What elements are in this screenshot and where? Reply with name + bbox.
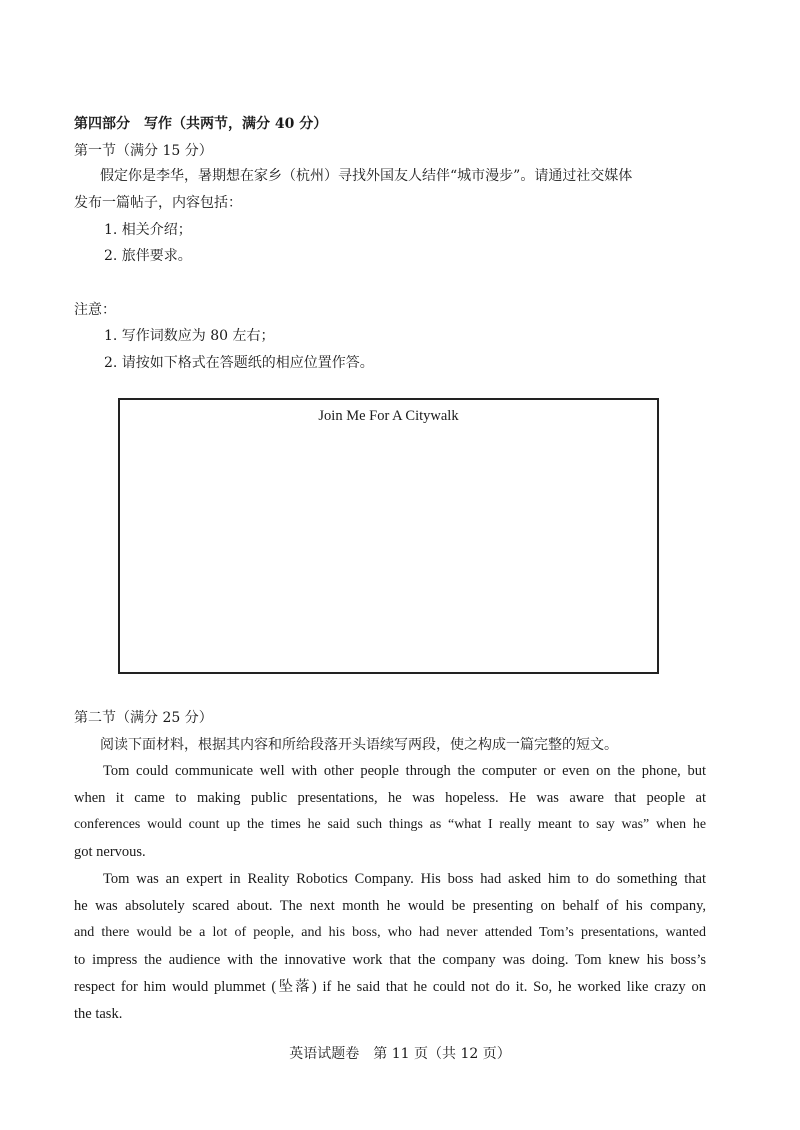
para1-line: when it came to making public presentations, he was hopeless. He was aware that people at (74, 790, 706, 806)
section1-prompt-line2: 发布一篇帖子，内容包括： (74, 195, 242, 211)
section1-item: 1. 相关介绍； (104, 222, 192, 238)
section1-heading: 第一节（满分 15 分） (74, 143, 213, 159)
para2-line: the task. (74, 1006, 123, 1022)
part-heading: 第四部分 写作（共两节，满分 40 分） (74, 116, 328, 132)
para1-line: conferences would count up the times he said such things as “what I really meant to say was” when he (74, 817, 706, 832)
page-footer: 英语试题卷 第 11 页（共 12 页） (289, 1046, 511, 1062)
note-item: 1. 写作词数应为 80 左右； (104, 328, 275, 344)
note-item: 2. 请按如下格式在答题纸的相应位置作答。 (104, 355, 374, 371)
answer-box-title: Join Me For A Citywalk (318, 408, 459, 424)
notes-label: 注意： (74, 302, 116, 318)
section1-item: 2. 旅伴要求。 (104, 248, 192, 264)
para2-line: he was absolutely scared about. The next month he would be presenting on behalf of his company, (74, 898, 706, 914)
section2-instruction: 阅读下面材料，根据其内容和所给段落开头语续写两段，使之构成一篇完整的短文。 (100, 737, 618, 753)
para2-line: to impress the audience with the innovative work that the company was doing. Tom knew his boss’s (74, 952, 706, 968)
para1-line: got nervous. (74, 844, 146, 860)
para2-line: Tom was an expert in Reality Robotics Company. His boss had asked him to do something that (103, 871, 706, 887)
para2-line: respect for him would plummet (坠落) if he said that he could not do it. So, he worked like crazy on (74, 979, 706, 995)
answer-format-box (118, 398, 659, 674)
section2-heading: 第二节（满分 25 分） (74, 710, 213, 726)
para1-line: Tom could communicate well with other people through the computer or even on the phone, but (103, 763, 706, 779)
para2-line: and there would be a lot of people, and his boss, who had never attended Tom’s presentations, wanted (74, 925, 706, 940)
section1-prompt-line1: 假定你是李华，暑期想在家乡（杭州）寻找外国友人结伴“城市漫步”。请通过社交媒体 (100, 168, 633, 184)
